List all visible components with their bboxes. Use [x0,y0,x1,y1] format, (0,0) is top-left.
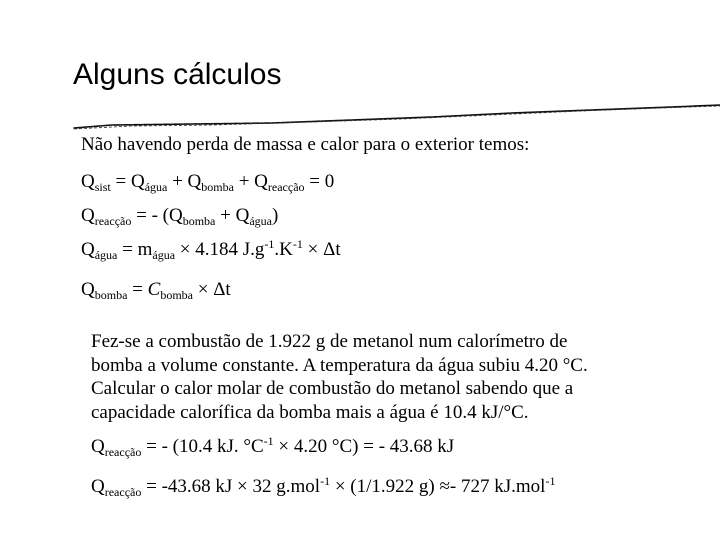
title-underline-rule [72,104,720,130]
slide-title: Alguns cálculos [73,58,282,91]
equation-q-agua: $Q_{água} = m_{água} \times 4.184$ $J.g^{-1}.K^{-1} \times \Delta t$ [81,237,341,262]
problem-line: Fez-se a combustão de 1.922 g de metanol num calorímetro de [91,331,568,352]
problem-line: capacidade calorífica da bomba mais a água é 10.4 kJ/°C. [91,401,529,423]
problem-statement [91,330,651,424]
equation-q-reaccao-calc: $Q_{reacção}$ = - (10.4 kJ. $^\circ C^{-1} \times 4.20$ °C) = - 43.68 kJ [91,434,455,459]
intro-text: Não havendo perda de massa e calor para o exterior temos: [81,134,530,155]
problem-line: bomba a volume constante. A temperatura da água subiu 4.20 °C. [91,354,588,376]
equation-q-reaccao-molar: $Q_{reacção} = -43.68$ kJ × 32 g.mol$^{-1}$ × (1/1.922 g) ≈- 727 kJ.mol$^{-1}$ [91,474,556,499]
equation-q-bomba: $Q_{bomba} = C_{bomba} \times \Delta t$ [81,279,231,302]
equation-q-reaccao: $Q_{reacção}$ = - $(Q_{bomba} + Q_{água})$ [81,205,279,228]
problem-line: Calcular o calor molar de combustão do metanol sabendo que a [91,378,574,399]
equation-q-sist: $Q_{sist} = Q_{água} + Q_{bomba} + Q_{reacção} = 0$ [81,171,335,194]
